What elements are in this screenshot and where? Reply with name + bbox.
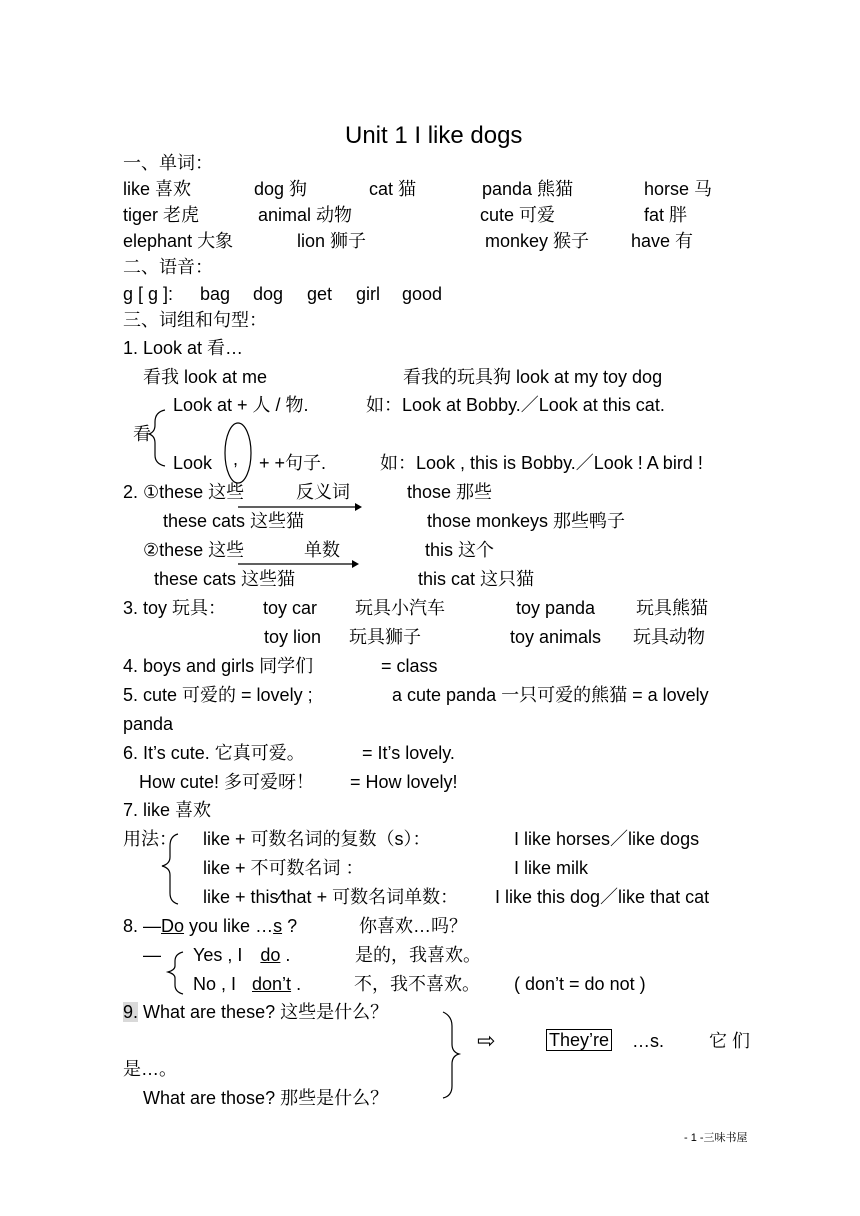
s7-example-2: I like milk [514,858,589,878]
s8-answer-no [193,973,301,995]
s8-answer-no-cn: 不，我不喜欢。 [354,974,480,994]
vocab-tiger: tiger 老虎 [123,205,200,225]
s1-look-at-toy-dog: 看我的玩具狗 look at my toy dog [403,367,663,387]
s7-example-3: I like this dog／like that cat [495,887,710,907]
s2-those-monkeys: those monkeys 那些鸭子 [427,511,626,531]
phonics-word-good: good [402,284,443,304]
vocab-panda: panda 熊猫 [482,179,574,199]
s8-no-text: No , I [193,974,237,994]
s1-look-example: 如：Look , this is Bobby.／Look ! A bird ! [380,453,703,473]
s9-s-suffix: …s. [632,1031,665,1051]
vocab-elephant: elephant 大象 [123,231,234,251]
page-footer: - 1 -三味书屋 [684,1132,748,1144]
s1-look-word: Look [173,453,213,473]
vocab-animal: animal 动物 [258,205,353,225]
s1-look-at-me: 看我 look at me [143,367,268,387]
s2-this-cat: this cat 这只猫 [418,569,535,589]
s3-toy-car-cn: 玩具小汽车 [355,598,445,618]
phonics-word-bag: bag [200,284,231,304]
s2-these-cats-2: these cats 这些猫 [154,569,296,589]
vocab-fat: fat 胖 [644,205,688,225]
s1-look-rule: + +句子. [259,453,327,473]
s3-toy-car: toy car [263,598,318,618]
s7-rule-1: like + 可数名词的复数（s）： [203,829,431,849]
s7-example-1: I like horses／like dogs [514,829,700,849]
s8-q-prefix: 8. — [123,916,162,936]
s5-cute-panda: a cute panda 一只可爱的熊猫 = a lovely [392,685,709,705]
s8-q-end: ? [282,916,298,936]
s7-rule-2: like + 不可数名词 ： [203,858,364,878]
section-heading-words: 一、单词： [123,153,213,173]
page-title: Unit 1 I like dogs [345,122,523,149]
phonics-word-get: get [307,284,333,304]
s7-like: 7. like 喜欢 [123,800,212,820]
phonics-word-dog: dog [253,284,284,304]
s1-look-at-example: 如：Look at Bobby.／Look at this cat. [366,395,665,415]
s2-singular-label: 单数 [304,540,340,560]
s1-look-at-rule: Look at + 人 / 物. [173,395,309,415]
s4-class: = class [381,656,438,676]
section-heading-phrases: 三、词组和句型： [123,310,267,330]
s9-brace-icon [443,1012,459,1098]
s9-these [123,1001,388,1023]
s9-number: 9. [123,1002,139,1022]
s8-answer-yes [193,944,290,966]
s9-arrow-icon: ⇨ [477,1028,496,1053]
s9-theyre-box [546,1029,612,1051]
s7-usage-label: 用法： [123,829,177,849]
s5-panda: panda [123,714,174,734]
s8-yes-end: . [280,945,291,965]
s3-toy-lion-cn: 玩具狮子 [349,627,421,647]
s1-look-comma: , [233,449,239,469]
s2-these-line-2: ②these 这些 [143,540,245,560]
s8-yes-do: do [260,945,281,965]
phonics-word-girl: girl [356,284,381,304]
s3-toy-line: 3. toy 玩具： [123,598,227,618]
vocab-dog: dog 狗 [254,179,308,199]
s1-title: 1. Look at 看… [123,338,244,358]
s3-toy-panda-cn: 玩具熊猫 [636,598,708,618]
s6-how-lovely: = How lovely! [350,772,458,792]
s8-answer-dash: — [143,945,161,965]
s2-singular-arrow-icon [238,560,359,568]
s8-brace-icon [168,952,183,994]
s9-are-cn: 是…。 [123,1059,177,1079]
s9-theyre: They’re [546,1029,612,1051]
s8-q-s: s [273,916,283,936]
s2-those: those 那些 [407,482,493,502]
s8-question [123,915,297,937]
s8-q-middle: you like … [184,916,274,936]
phonics-sound: g [ g ]: [123,284,174,304]
s8-q-do: Do [161,916,185,936]
s5-cute: 5. cute 可爱的 = lovely ; [123,685,313,705]
s8-no-dont: don’t [252,974,292,994]
s9-these-text: What are these? 这些是什么？ [138,1002,389,1022]
s8-question-cn: 你喜欢…吗？ [359,916,467,936]
vocab-cat: cat 猫 [369,179,417,199]
s2-antonym-label: 反义词 [296,482,350,502]
s8-no-end: . [291,974,302,994]
s1-kan-label: 看 [133,424,151,444]
vocab-lion: lion 狮子 [297,231,367,251]
s2-these-line: 2. ①these 这些 [123,482,245,502]
s6-how-cute: How cute! 多可爱呀！ [139,772,315,792]
section-heading-phonics: 二、语音： [123,257,213,277]
vocab-monkey: monkey 猴子 [485,231,590,251]
s9-they-cn: 它 们 [709,1031,751,1051]
s9-those: What are those? 那些是什么？ [143,1088,389,1108]
s6-its-lovely: = It’s lovely. [362,743,455,763]
vocab-cute: cute 可爱 [480,205,556,225]
s3-toy-animals: toy animals [510,627,602,647]
s2-these-cats: these cats 这些猫 [163,511,305,531]
vocab-like: like 喜欢 [123,179,192,199]
vocab-have: have 有 [631,231,694,251]
s7-rule-3: like + this∕that + 可数名词单数： [203,887,459,907]
s3-toy-panda: toy panda [516,598,596,618]
s8-yes-text: Yes , I [193,945,243,965]
s3-toy-animals-cn: 玩具动物 [633,627,705,647]
s2-this: this 这个 [425,540,495,560]
s1-brace-icon [149,410,165,466]
vocab-horse: horse 马 [644,179,713,199]
s4-boys-girls: 4. boys and girls 同学们 [123,656,314,676]
s8-dont-note: ( don’t = do not ) [514,974,646,994]
s8-answer-yes-cn: 是的，我喜欢。 [355,945,481,965]
s3-toy-lion: toy lion [264,627,322,647]
s6-its-cute: 6. It’s cute. 它真可爱。 [123,743,305,763]
